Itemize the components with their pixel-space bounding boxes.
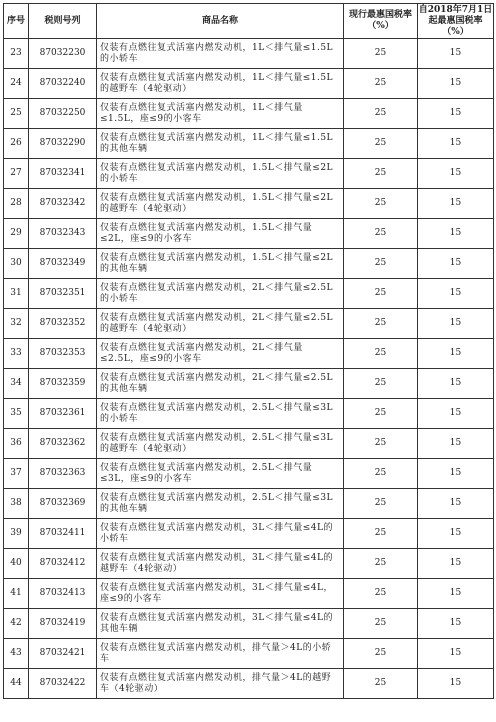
- row-tariff-code: 87032363: [29, 459, 97, 489]
- row-new-rate: 15: [418, 309, 494, 339]
- row-serial: 33: [4, 339, 29, 369]
- row-serial: 39: [4, 519, 29, 549]
- row-product-name: 仅装有点燃往复式活塞内燃发动机，2.5L＜排气量≤3L的越野车（4轮驱动）: [97, 429, 344, 459]
- row-new-rate: 15: [418, 669, 494, 699]
- row-serial: 41: [4, 579, 29, 609]
- row-tariff-code: 87032419: [29, 609, 97, 639]
- row-new-rate: 15: [418, 339, 494, 369]
- row-serial: 24: [4, 69, 29, 99]
- table-row: [4, 249, 494, 279]
- row-new-rate: 15: [418, 639, 494, 669]
- table-row: [4, 159, 494, 189]
- table-row: [4, 429, 494, 459]
- row-serial: 26: [4, 129, 29, 159]
- row-current-rate: 25: [344, 279, 418, 309]
- row-current-rate: 25: [344, 519, 418, 549]
- row-new-rate: 15: [418, 249, 494, 279]
- row-current-rate: 25: [344, 339, 418, 369]
- table-row: [4, 519, 494, 549]
- table-row: [4, 579, 494, 609]
- table-row: [4, 669, 494, 699]
- table-row: [4, 189, 494, 219]
- row-current-rate: 25: [344, 39, 418, 69]
- row-current-rate: 25: [344, 609, 418, 639]
- row-serial: 27: [4, 159, 29, 189]
- row-product-name: 仅装有点燃往复式活塞内燃发动机，1L＜排气量≤1.5L的小轿车: [97, 39, 344, 69]
- table-row: [4, 399, 494, 429]
- row-product-name: 仅装有点燃往复式活塞内燃发动机，1L＜排气量≤1.5L的其他车辆: [97, 129, 344, 159]
- row-tariff-code: 87032369: [29, 489, 97, 519]
- table-row: [4, 39, 494, 69]
- row-serial: 25: [4, 99, 29, 129]
- row-current-rate: 25: [344, 429, 418, 459]
- row-current-rate: 25: [344, 69, 418, 99]
- row-current-rate: 25: [344, 309, 418, 339]
- row-serial: 37: [4, 459, 29, 489]
- row-tariff-code: 87032240: [29, 69, 97, 99]
- row-current-rate: 25: [344, 219, 418, 249]
- row-current-rate: 25: [344, 669, 418, 699]
- row-product-name: 仅装有点燃往复式活塞内燃发动机，1.5L＜排气量≤2L的越野车（4轮驱动）: [97, 189, 344, 219]
- row-product-name: 仅装有点燃往复式活塞内燃发动机，1.5L＜排气量≤2L，座≤9的小客车: [97, 219, 344, 249]
- table-row: [4, 609, 494, 639]
- row-serial: 36: [4, 429, 29, 459]
- row-new-rate: 15: [418, 99, 494, 129]
- row-serial: 35: [4, 399, 29, 429]
- row-current-rate: 25: [344, 159, 418, 189]
- row-tariff-code: 87032359: [29, 369, 97, 399]
- row-tariff-code: 87032341: [29, 159, 97, 189]
- row-serial: 32: [4, 309, 29, 339]
- row-serial: 34: [4, 369, 29, 399]
- table-row: [4, 459, 494, 489]
- row-current-rate: 25: [344, 189, 418, 219]
- row-product-name: 仅装有点燃往复式活塞内燃发动机，1.5L＜排气量≤2L的其他车辆: [97, 249, 344, 279]
- row-product-name: 仅装有点燃往复式活塞内燃发动机，1.5L＜排气量≤2L的小轿车: [97, 159, 344, 189]
- row-new-rate: 15: [418, 69, 494, 99]
- header-tariff-code: 税则号列: [29, 4, 97, 39]
- row-current-rate: 25: [344, 129, 418, 159]
- row-new-rate: 15: [418, 399, 494, 429]
- row-new-rate: 15: [418, 609, 494, 639]
- row-tariff-code: 87032290: [29, 129, 97, 159]
- row-current-rate: 25: [344, 99, 418, 129]
- row-new-rate: 15: [418, 549, 494, 579]
- row-new-rate: 15: [418, 369, 494, 399]
- row-serial: 30: [4, 249, 29, 279]
- header-current-rate: 现行最惠国税率（%）: [344, 4, 418, 39]
- row-new-rate: 15: [418, 189, 494, 219]
- row-product-name: 仅装有点燃往复式活塞内燃发动机，2.5L＜排气量≤3L的小轿车: [97, 399, 344, 429]
- row-serial: 28: [4, 189, 29, 219]
- row-tariff-code: 87032230: [29, 39, 97, 69]
- header-new-rate: 自2018年7月1日起最惠国税率（%）: [418, 4, 493, 37]
- table-row: [4, 219, 494, 249]
- row-tariff-code: 87032412: [29, 549, 97, 579]
- row-tariff-code: 87032351: [29, 279, 97, 309]
- row-product-name: 仅装有点燃往复式活塞内燃发动机，2L＜排气量≤2.5L的小轿车: [97, 279, 344, 309]
- row-tariff-code: 87032411: [29, 519, 97, 549]
- row-current-rate: 25: [344, 459, 418, 489]
- header-serial: 序号: [4, 4, 29, 39]
- row-product-name: 仅装有点燃往复式活塞内燃发动机，2L＜排气量≤2.5L的其他车辆: [97, 369, 344, 399]
- row-product-name: 仅装有点燃往复式活塞内燃发动机，1L＜排气量≤1.5L，座≤9的小客车: [97, 99, 344, 129]
- row-product-name: 仅装有点燃往复式活塞内燃发动机，2.5L＜排气量≤3L的其他车辆: [97, 489, 344, 519]
- row-current-rate: 25: [344, 249, 418, 279]
- row-tariff-code: 87032421: [29, 639, 97, 669]
- row-product-name: 仅装有点燃往复式活塞内燃发动机，3L＜排气量≤4L，座≤9的小客车: [97, 579, 344, 609]
- row-tariff-code: 87032353: [29, 339, 97, 369]
- row-product-name: 仅装有点燃往复式活塞内燃发动机，2L＜排气量≤2.5L的越野车（4轮驱动）: [97, 309, 344, 339]
- table-row: [4, 339, 494, 369]
- table-row: [4, 69, 494, 99]
- table-row: [4, 129, 494, 159]
- row-product-name: 仅装有点燃往复式活塞内燃发动机，3L＜排气量≤4L的其他车辆: [97, 609, 344, 639]
- row-tariff-code: 87032362: [29, 429, 97, 459]
- row-serial: 43: [4, 639, 29, 669]
- table-row: [4, 369, 494, 399]
- row-current-rate: 25: [344, 549, 418, 579]
- row-serial: 42: [4, 609, 29, 639]
- row-product-name: 仅装有点燃往复式活塞内燃发动机，3L＜排气量≤4L的小轿车: [97, 519, 344, 549]
- table-row: [4, 489, 494, 519]
- row-current-rate: 25: [344, 489, 418, 519]
- row-tariff-code: 87032422: [29, 669, 97, 699]
- header-row: [4, 4, 494, 39]
- table-row: [4, 549, 494, 579]
- row-new-rate: 15: [418, 159, 494, 189]
- row-serial: 29: [4, 219, 29, 249]
- row-new-rate: 15: [418, 219, 494, 249]
- row-product-name: 仅装有点燃往复式活塞内燃发动机，排气量＞4L的小轿车: [97, 639, 344, 669]
- row-new-rate: 15: [418, 489, 494, 519]
- row-tariff-code: 87032352: [29, 309, 97, 339]
- row-current-rate: 25: [344, 369, 418, 399]
- row-new-rate: 15: [418, 429, 494, 459]
- row-new-rate: 15: [418, 39, 494, 69]
- row-product-name: 仅装有点燃往复式活塞内燃发动机，2.5L＜排气量≤3L，座≤9的小客车: [97, 459, 344, 489]
- row-product-name: 仅装有点燃往复式活塞内燃发动机，2L＜排气量≤2.5L，座≤9的小客车: [97, 339, 344, 369]
- row-tariff-code: 87032250: [29, 99, 97, 129]
- row-new-rate: 15: [418, 279, 494, 309]
- row-serial: 40: [4, 549, 29, 579]
- tariff-table: [3, 3, 494, 699]
- table-row: [4, 99, 494, 129]
- table-row: [4, 639, 494, 669]
- row-product-name: 仅装有点燃往复式活塞内燃发动机，3L＜排气量≤4L的越野车（4轮驱动）: [97, 549, 344, 579]
- row-current-rate: 25: [344, 639, 418, 669]
- row-product-name: 仅装有点燃往复式活塞内燃发动机，排气量＞4L的越野车（4轮驱动）: [97, 669, 344, 699]
- row-serial: 38: [4, 489, 29, 519]
- row-current-rate: 25: [344, 399, 418, 429]
- row-tariff-code: 87032342: [29, 189, 97, 219]
- row-current-rate: 25: [344, 579, 418, 609]
- table-row: [4, 279, 494, 309]
- row-serial: 23: [4, 39, 29, 69]
- row-new-rate: 15: [418, 129, 494, 159]
- row-tariff-code: 87032413: [29, 579, 97, 609]
- row-tariff-code: 87032343: [29, 219, 97, 249]
- row-new-rate: 15: [418, 459, 494, 489]
- row-new-rate: 15: [418, 579, 494, 609]
- row-tariff-code: 87032361: [29, 399, 97, 429]
- row-new-rate: 15: [418, 519, 494, 549]
- row-tariff-code: 87032349: [29, 249, 97, 279]
- row-serial: 31: [4, 279, 29, 309]
- row-product-name: 仅装有点燃往复式活塞内燃发动机，1L＜排气量≤1.5L的越野车（4轮驱动）: [97, 69, 344, 99]
- header-product-name: 商品名称: [97, 4, 344, 39]
- table-row: [4, 309, 494, 339]
- row-serial: 44: [4, 669, 29, 699]
